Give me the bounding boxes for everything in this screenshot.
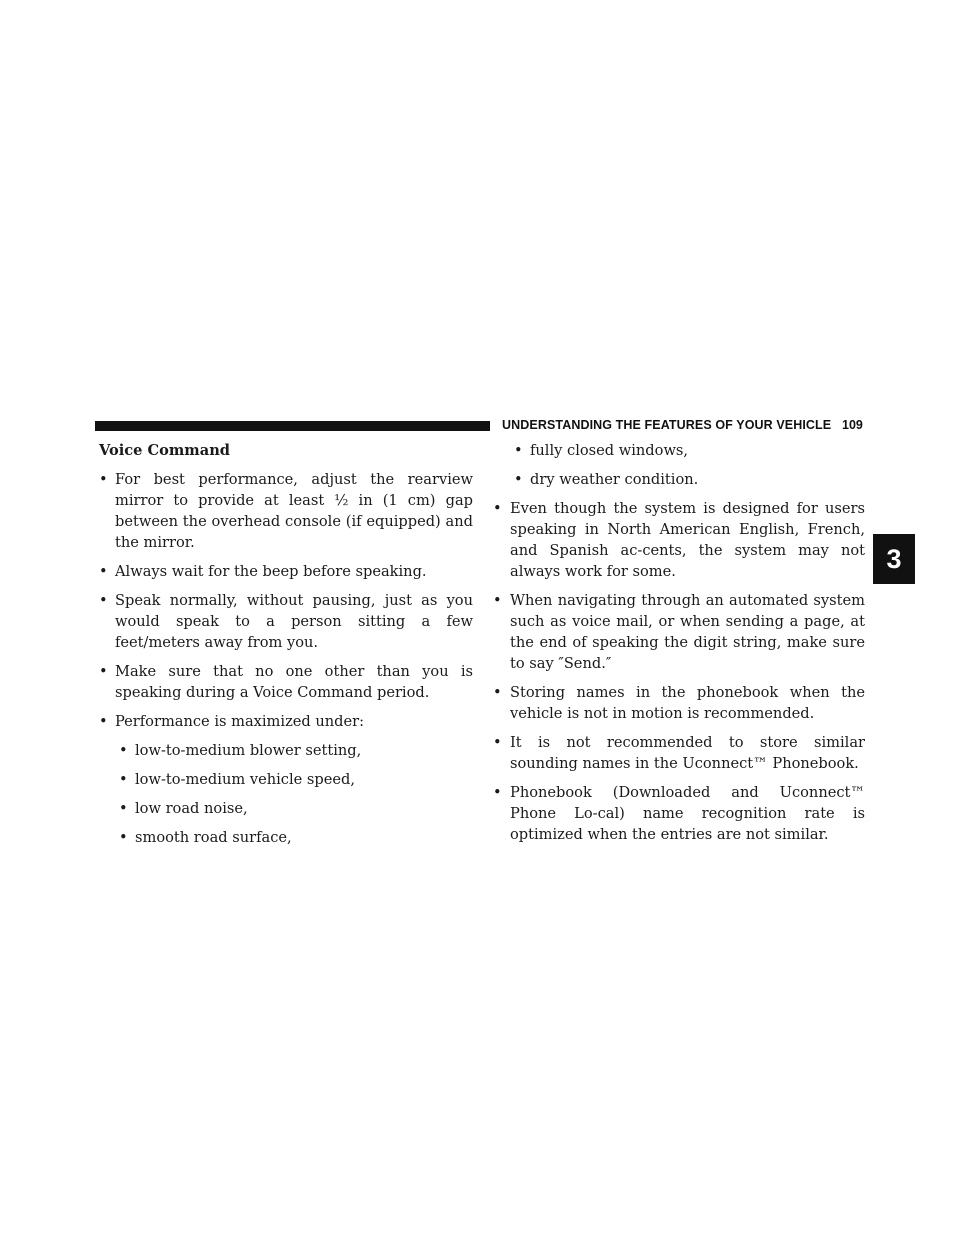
list-item [494, 590, 865, 674]
right-column [494, 440, 865, 853]
list-item [99, 661, 473, 703]
list-item [494, 498, 865, 582]
list-item-text: Storing names in the phonebook when the vehicle is not in motion is recommended. [510, 684, 865, 722]
sub-list-item [99, 827, 473, 848]
header-rule [95, 421, 490, 431]
list-item-text: low-to-medium vehicle speed, [135, 771, 355, 788]
sub-list-item [99, 740, 473, 761]
list-item [494, 682, 865, 724]
bullet-icon: • [119, 800, 128, 817]
bullet-icon: • [514, 442, 523, 459]
page-number: 109 [842, 418, 863, 432]
bullet-icon: • [514, 471, 523, 488]
list-item [99, 590, 473, 653]
list-item [494, 732, 865, 774]
right-bullet-list [494, 440, 865, 845]
sub-list-item [99, 769, 473, 790]
bullet-icon: • [493, 684, 502, 701]
list-item-text: Even though the system is designed for users speaking in North American English, French, and Spanish ac-cents, the system may not always work for some. [510, 500, 865, 580]
list-item-text: It is not recommended to store similar sounding names in the Uconnect™ Phonebook. [510, 734, 865, 772]
list-item-text: Make sure that no one other than you is speaking during a Voice Command period. [115, 663, 473, 701]
list-item-text: Phonebook (Downloaded and Uconnect™ Phone Lo-cal) name recognition rate is optimized when the entries are not similar. [510, 784, 865, 843]
left-column [99, 440, 473, 856]
bullet-icon: • [119, 771, 128, 788]
list-item-text: Speak normally, without pausing, just as you would speak to a person sitting a few feet/meters away from you. [115, 592, 473, 651]
running-header-title: UNDERSTANDING THE FEATURES OF YOUR VEHICLE [502, 418, 832, 432]
bullet-icon: • [493, 500, 502, 517]
bullet-icon: • [99, 592, 108, 609]
list-item [494, 782, 865, 845]
list-item [99, 711, 473, 732]
list-item-text: fully closed windows, [530, 442, 689, 459]
list-item [99, 469, 473, 553]
sub-list-item [494, 469, 865, 490]
list-item-text: Always wait for the beep before speaking. [115, 563, 427, 580]
sub-list-item [494, 440, 865, 461]
bullet-icon: • [99, 563, 108, 580]
bullet-icon: • [493, 784, 502, 801]
bullet-icon: • [493, 592, 502, 609]
bullet-icon: • [99, 713, 108, 730]
section-title: Voice Command [99, 442, 231, 459]
list-item-text: For best performance, adjust the rearview mirror to provide at least ½ in (1 cm) gap between the overhead console (if equipped) and the mirror. [115, 471, 473, 551]
chapter-tab: 3 [873, 534, 915, 584]
bullet-icon: • [119, 742, 128, 759]
list-item-text: When navigating through an automated system such as voice mail, or when sending a page, at the end of speaking the digit string, make sure to say ″Send.″ [510, 592, 865, 672]
list-item [99, 561, 473, 582]
bullet-icon: • [119, 829, 128, 846]
list-item-text: low-to-medium blower setting, [135, 742, 362, 759]
list-item-text: low road noise, [135, 800, 248, 817]
left-bullet-list [99, 469, 473, 848]
bullet-icon: • [493, 734, 502, 751]
bullet-icon: • [99, 663, 108, 680]
list-item-text: Performance is maximized under: [115, 713, 365, 730]
list-item-text: smooth road surface, [135, 829, 292, 846]
bullet-icon: • [99, 471, 108, 488]
list-item-text: dry weather condition. [530, 471, 699, 488]
sub-list-item [99, 798, 473, 819]
